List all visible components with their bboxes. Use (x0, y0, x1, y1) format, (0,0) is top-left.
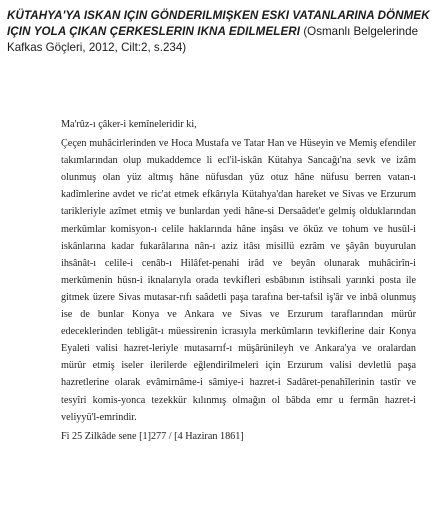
source-citation: (Osmanlı Belgelerinde Kafkas Göçleri, 2012, Cilt:2, s.234) (7, 25, 419, 54)
document-heading (7, 8, 433, 56)
document-date: Fi 25 Zilkâde sene [1]277 / [4 Haziran 1861] (61, 430, 244, 442)
document-title: KÜTAHYA'YA ISKAN IÇIN GÖNDERILMIŞKEN ESKI VATANLARINA DÖNMEK IÇIN YOLA ÇIKAN ÇERKESLERIN IKNA EDILMELERI (7, 9, 430, 38)
document-salutation: Ma'rûz-ı çâker-i kemîneleridir ki, (61, 119, 197, 130)
document-body: Çeçen muhâcirlerinden ve Hoca Mustafa ve Tatar Han ve Hüseyin ve Memiş efendiler takımlarından olup mukaddemce li ecl'il-iskân Kütahya Sancağı'na sevk ve izâm olunmuş olan yüz altmış hâne nüfusdan yüz otuz hâne nüfusu berren vatan-ı kadîmlerine avdet ve ric'at etmek efkârıyla Kütahya'dan hareket ve Sivas ve Erzurum tarikleriyle azîmet etmiş ve bunlardan yedi hâne-si Dersaâdet'e gelmiş olduklarından merkûmlar komisyon-ı celile haklarında hâne inşâsı ve öküz ve tohum ve husûl-i iskânlarına kadar fukarâlarına nân-ı aziz itâsı misillü ezrâm ve şâyân buyurulan ihsânât-ı celile-i cenâb-ı Hilâfet-penahi irâd ve beyân olunarak muhâcirîn-i merkûmenin hüsn-i iknalarıyla orada tevkifleri esbâbının istihsali yarınki posta ile gitmek üzere Sivas mutasar-rıfı saâdetli paşa tarafına ber-tafsil iş'âr ve inbâ olunmuş ise de bunlar Konya ve Ankara ve Sivas ve Erzurum taraflarından mürûr edeceklerinden tebligât-ı müessirenin icrasıyla merkûmların tevkiflerine dair Konya Eyaleti valisi hazret-leriyle mutasarrıf-ı müşârünileyh ve Ankara'ya ve oralardan mürûr etmiş iseler ilerilerde eğlendirilmeleri için Erzurum valisi devletlü paşa hazretlerine olarak evâmirnâme-i sâmiye-i hazret-i Sadâret-penahîlerinin tastîr ve tesyîri komis-yonca tezekkür kılınmış olmağın ol bâbda emr u fermân hazret-i veliyyü'l-emrindir. (61, 138, 416, 423)
archival-document-transcription (61, 116, 416, 445)
